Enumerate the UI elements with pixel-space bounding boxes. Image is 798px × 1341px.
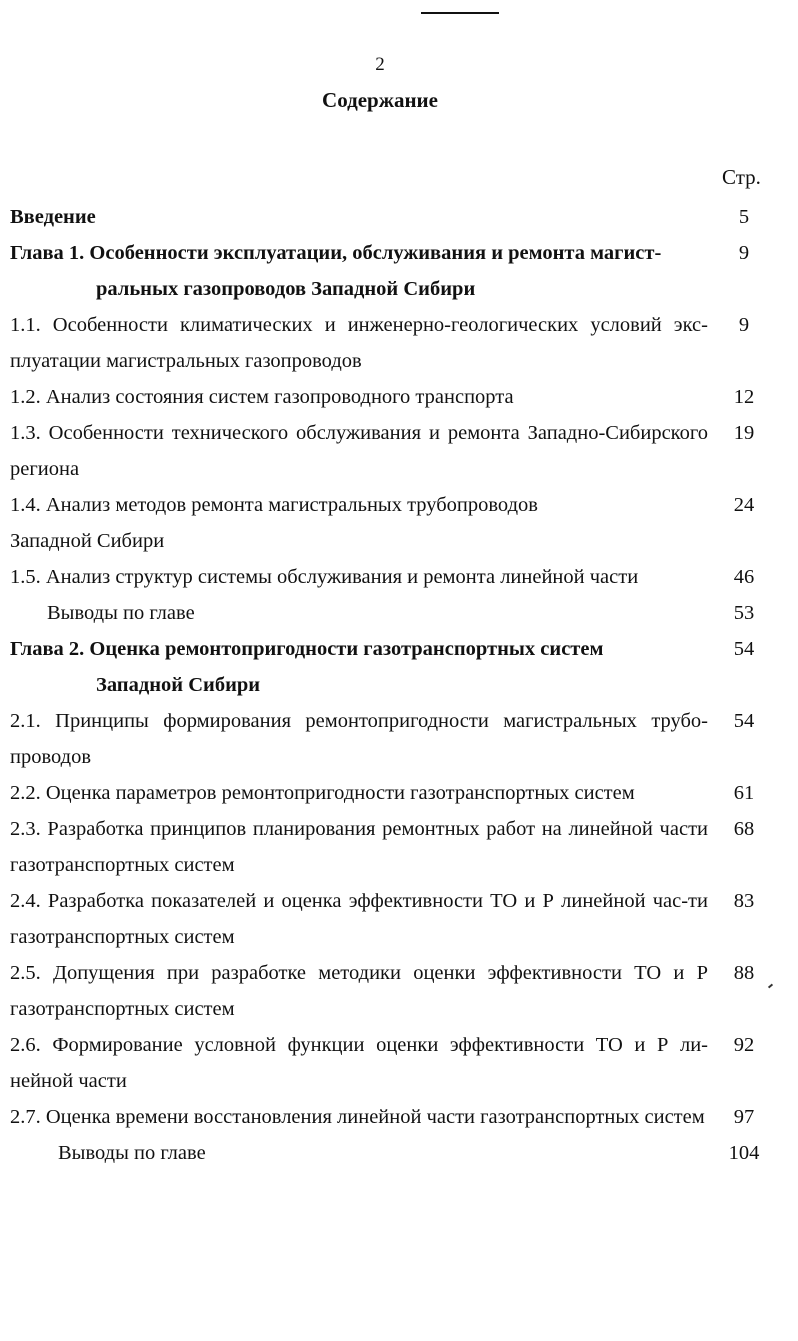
top-rule <box>421 12 499 14</box>
toc-entry-chapter-2[interactable] <box>10 631 770 703</box>
toc-entry-text: Глава 1. Особенности эксплуатации, обслуживания и ремонта магист- <box>10 242 662 264</box>
toc-entry-page: 9 <box>738 314 750 336</box>
toc-entry-text: Глава 2. Оценка ремонтопригодности газотранспортных систем <box>10 638 604 660</box>
toc-entry-text: 1.2. Анализ состояния систем газопроводного транспорта <box>10 386 514 408</box>
toc-entry-section-2-4[interactable] <box>10 883 770 955</box>
toc-entry-section-2-1[interactable] <box>10 703 770 775</box>
toc-entry-text: 2.4. Разработка показателей и оценка эффективности ТО и Р линейной час-ти газотранспортных систем <box>10 890 708 948</box>
toc-entry-text-continued: ральных газопроводов Западной Сибири <box>96 278 476 300</box>
toc-entry-page: 24 <box>733 494 755 516</box>
toc-entry-page: 46 <box>733 566 755 588</box>
toc-entry-text: 1.5. Анализ структур системы обслуживания и ремонта линейной части <box>10 566 639 588</box>
toc-entry-page: 19 <box>733 422 755 444</box>
toc-entry-section-2-6[interactable] <box>10 1027 770 1099</box>
toc-entry-section-1-1[interactable] <box>10 307 770 379</box>
toc-entry-page: 68 <box>733 818 755 840</box>
toc-entry-section-1-5[interactable] <box>10 559 770 595</box>
toc-entry-page: 97 <box>733 1106 755 1128</box>
toc-entry-text: 2.7. Оценка времени восстановления линейной части газотранспортных систем <box>10 1106 705 1128</box>
page-title: Содержание <box>322 88 438 112</box>
toc-entry-page: 83 <box>733 890 755 912</box>
toc-entry-text: 2.3. Разработка принципов планирования ремонтных работ на линейной части газотранспортных систем <box>10 818 708 876</box>
toc-entry-text: Введение <box>10 206 96 228</box>
toc-entry-section-1-3[interactable] <box>10 415 770 487</box>
page-number: 2 <box>375 54 385 75</box>
toc-entry-section-2-2[interactable] <box>10 775 770 811</box>
page-column-header: Стр. <box>722 165 761 189</box>
toc-entry-chapter-1[interactable] <box>10 235 770 307</box>
toc-entry-text: 1.4. Анализ методов ремонта магистральных трубопроводов <box>10 494 538 516</box>
toc-entry-page: 54 <box>733 638 755 660</box>
toc-entry-section-2-5[interactable] <box>10 955 770 1027</box>
toc-entry-introduction[interactable] <box>10 199 770 235</box>
toc-entry-text: Выводы по главе <box>47 602 195 624</box>
toc-entry-page: 12 <box>733 386 755 408</box>
toc-entry-page: 54 <box>733 710 755 732</box>
table-of-contents <box>10 199 770 1171</box>
toc-entry-text-continued: Западной Сибири <box>96 674 261 696</box>
toc-entry-page: 9 <box>738 242 750 264</box>
toc-entry-text-continued: Западной Сибири <box>10 530 165 552</box>
toc-entry-page: 104 <box>728 1142 760 1164</box>
toc-entry-text: Выводы по главе <box>58 1142 206 1164</box>
toc-entry-page: 92 <box>733 1034 755 1056</box>
toc-entry-section-1-4[interactable] <box>10 487 770 559</box>
toc-entry-section-2-3[interactable] <box>10 811 770 883</box>
toc-entry-text: 2.2. Оценка параметров ремонтопригодности газотранспортных систем <box>10 782 635 804</box>
toc-entry-page: 88 <box>733 962 755 984</box>
toc-entry-text: 1.1. Особенности климатических и инженерно-геологических условий экс-плуатации магистральных газопроводов <box>10 314 708 372</box>
toc-entry-page: 53 <box>733 602 755 624</box>
toc-entry-conclusions-1[interactable] <box>10 595 770 631</box>
toc-entry-page: 5 <box>738 206 750 228</box>
toc-entry-conclusions-2[interactable] <box>10 1135 770 1171</box>
toc-entry-section-2-7[interactable] <box>10 1099 770 1135</box>
toc-entry-text: 2.5. Допущения при разработке методики оценки эффективности ТО и Р газотранспортных систем <box>10 962 708 1020</box>
toc-entry-text: 2.1. Принципы формирования ремонтопригодности магистральных трубо-проводов <box>10 710 708 768</box>
toc-entry-section-1-2[interactable] <box>10 379 770 415</box>
toc-entry-text: 1.3. Особенности технического обслуживания и ремонта Западно-Сибирского региона <box>10 422 708 480</box>
toc-entry-text: 2.6. Формирование условной функции оценки эффективности ТО и Р ли-нейной части <box>10 1034 708 1092</box>
toc-entry-page: 61 <box>733 782 755 804</box>
